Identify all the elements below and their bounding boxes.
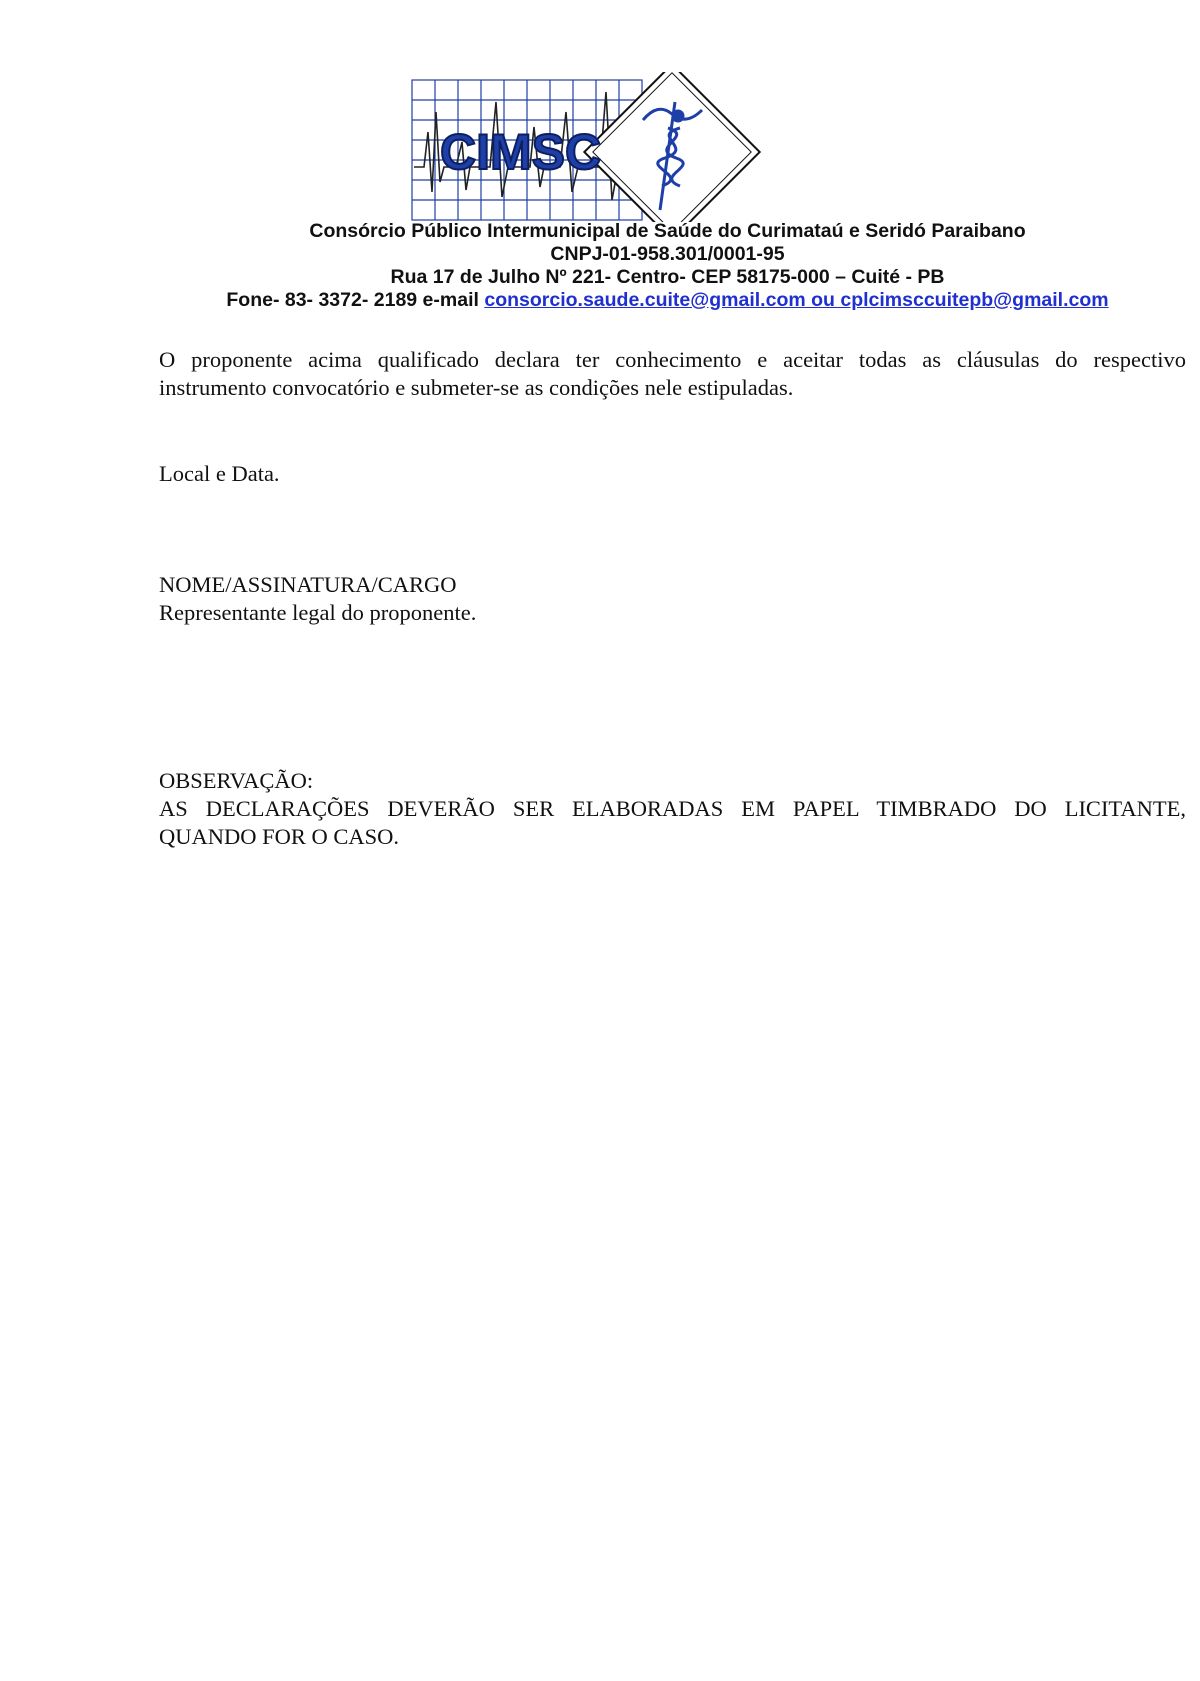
declaration-paragraph [159,346,1186,402]
observation-line-1: AS DECLARAÇÕES DEVERÃO SER ELABORADAS EM PAPEL TIMBRADO DO LICITANTE, [159,796,1186,821]
observation-block [159,767,1186,851]
observation-line-2: QUANDO FOR O CASO. [159,824,400,849]
org-name: Consórcio Público Intermunicipal de Saúde do Curimataú e Seridó Paraibano [309,220,1026,242]
email-link[interactable]: consorcio.saude.cuite@gmail.com ou cplcimsccuitepb@gmail.com [484,289,1109,311]
cimsc-logo [410,72,772,222]
observation-title: OBSERVAÇÃO: [159,768,314,793]
local-data: Local e Data. [159,461,280,486]
declaration-line-2: instrumento convocatório e submeter-se as condições nele estipuladas. [159,375,794,400]
declaration-line-1: O proponente acima qualificado declara ter conhecimento e aceitar todas as cláusulas do respectivo [159,347,1186,372]
contact-line [150,289,1185,312]
cnpj: CNPJ-01-958.301/0001-95 [550,243,785,265]
address: Rua 17 de Julho Nº 221- Centro- CEP 58175-000 – Cuité - PB [390,266,945,288]
signature-block [159,571,1186,627]
logo-text: CIMSC [440,124,602,180]
signature-role: Representante legal do proponente. [159,600,477,625]
letterhead [150,220,1185,312]
phone-label: Fone- 83- 3372- 2189 e-mail [226,289,485,311]
signature-label: NOME/ASSINATURA/CARGO [159,572,457,597]
